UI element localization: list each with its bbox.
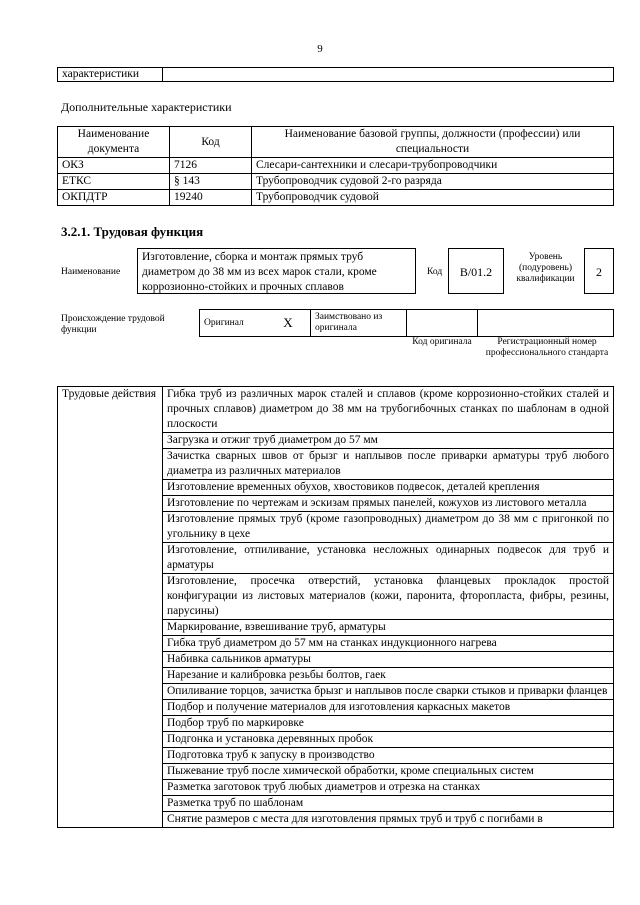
col-header-code: Код [170,127,252,158]
cell-name: Слесари-сантехники и слесари-трубопроводчики [252,158,614,174]
origin-code-label: Код оригинала [412,337,472,347]
cell-name: Трубопроводчик судовой [252,190,614,206]
action-item: Изготовление по чертежам и эскизам прямых панелей, кожухов из листового металла [163,496,614,512]
page-number: 9 [317,43,323,55]
reg-number-cell [478,310,614,337]
action-item: Изготовление временных обухов, хвостовиков подвесок, деталей крепления [163,480,614,496]
table-row [58,158,614,174]
action-item: Подбор труб по маркировке [163,716,614,732]
origin-label: Происхождение трудовой функции [61,314,165,335]
original-mark: X [266,310,311,337]
code-label: Код [427,267,443,277]
top-table [57,67,614,82]
borrowed-label: Заимствовано из оригинала [311,310,407,337]
function-name-box [137,248,416,294]
function-title: 3.2.1. Трудовая функция [61,224,204,239]
code-value: B/01.2 [459,265,493,279]
top-table-label: характеристики [58,68,163,82]
table-row [58,190,614,206]
additional-heading: Дополнительные характеристики [61,100,232,114]
action-item: Подбор и получение материалов для изготовления каркасных макетов [163,700,614,716]
action-item: Маркирование, взвешивание труб, арматуры [163,620,614,636]
action-item: Изготовление, просечка отверстий, установка фланцевых прокладок простой конфигурации из листовых материалов (кожи, паронита, фторопласта, фибры, резины, парусины) [163,574,614,620]
code-box [448,248,504,294]
actions-table [57,386,614,828]
level-value: 2 [596,265,602,279]
cell-code: 7126 [170,158,252,174]
additional-table [57,126,614,206]
col-header-doc: Наименование документа [58,127,170,158]
action-item: Загрузка и отжиг труб диаметром до 57 мм [163,433,614,449]
action-item: Гибка труб диаметром до 57 мм на станках индукционного нагрева [163,636,614,652]
top-table-value [163,68,614,82]
actions-label: Трудовые действия [58,387,163,828]
function-name-value: Изготовление, сборка и монтаж прямых труб диаметром до 38 мм из всех марок стали, кроме коррозионно-стойких и прочных сплавов [142,251,377,293]
action-item: Опиливание торцов, зачистка брызг и наплывов после сварки стыков и приварки фланцев [163,684,614,700]
action-item: Подгонка и установка деревянных пробок [163,732,614,748]
cell-name: Трубопроводчик судовой 2-го разряда [252,174,614,190]
action-item: Набивка сальников арматуры [163,652,614,668]
action-item: Зачистка сварных швов от брызг и наплывов после приварки арматуры труб любого диаметра из различных материалов [163,449,614,480]
cell-code: 19240 [170,190,252,206]
origin-code-cell [407,310,478,337]
action-item: Изготовление, отпиливание, установка несложных одинарных подвесок для труб и арматуры [163,543,614,574]
action-item: Разметка заготовок труб любых диаметров и отрезка на станках [163,780,614,796]
cell-doc: ОКЗ [58,158,170,174]
action-item: Изготовление прямых труб (кроме газопроводных) диаметром до 38 мм с пригонкой по угольнику в цехе [163,512,614,543]
cell-doc: ЕТКС [58,174,170,190]
action-item: Снятие размеров с места для изготовления прямых труб и труб с погибами в [163,812,614,828]
col-header-name: Наименование базовой группы, должности (профессии) или специальности [252,127,614,158]
table-row [58,174,614,190]
action-item: Подготовка труб к запуску в производство [163,748,614,764]
reg-number-label: Регистрационный номер профессионального стандарта [485,337,609,358]
name-label: Наименование [61,267,121,277]
original-label: Оригинал [200,310,267,337]
level-label: Уровень (подуровень) квалификации [516,252,575,284]
action-item: Гибка труб из различных марок сталей и сплавов (кроме коррозионно-стойких сталей и прочных сплавов) диаметром до 38 мм на трубогибочных станках по шаблонам в одной плоскости [163,387,614,433]
cell-code: § 143 [170,174,252,190]
table-row [58,387,614,433]
action-item: Разметка труб по шаблонам [163,796,614,812]
level-box [584,248,614,294]
action-item: Нарезание и калибровка резьбы болтов, гаек [163,668,614,684]
action-item: Пыжевание труб после химической обработки, кроме специальных систем [163,764,614,780]
origin-table [199,309,614,337]
cell-doc: ОКПДТР [58,190,170,206]
